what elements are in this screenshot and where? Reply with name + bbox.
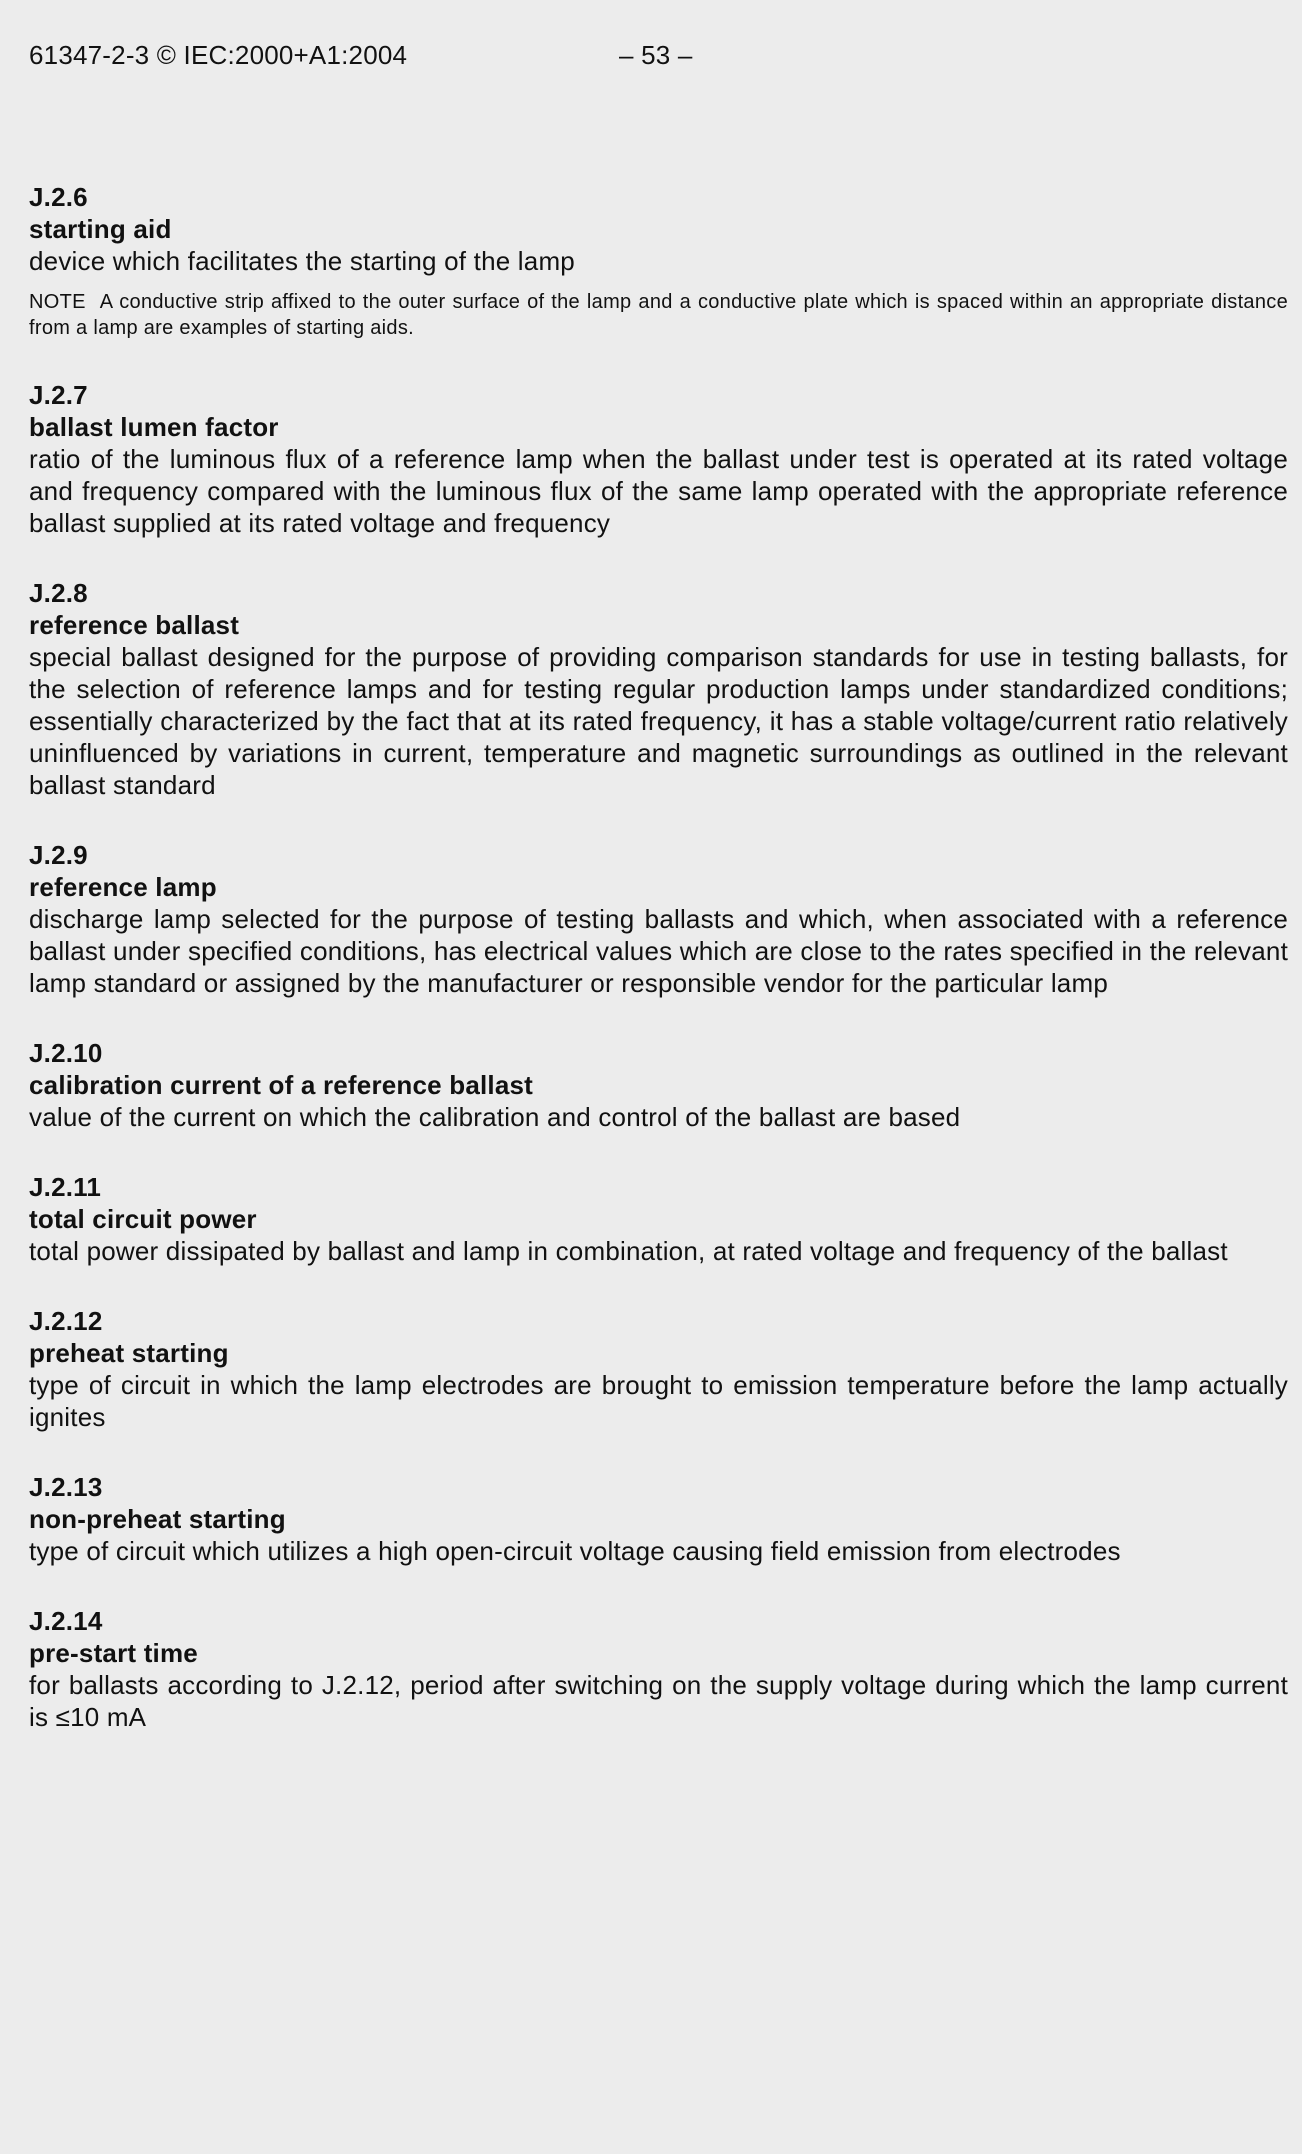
- clause-number: J.2.6: [29, 182, 88, 212]
- term-title: reference ballast: [29, 610, 240, 640]
- definition-entry-j-2-6: [29, 181, 1288, 341]
- definitions-list: [29, 181, 1288, 1733]
- clause-number: J.2.12: [29, 1306, 103, 1336]
- clause-number: J.2.11: [29, 1172, 102, 1202]
- definition-entry-j-2-12: [29, 1305, 1288, 1433]
- clause-number: J.2.7: [29, 380, 88, 410]
- clause-number: J.2.14: [29, 1606, 103, 1636]
- definition-entry-j-2-14: [29, 1605, 1288, 1733]
- term-title: starting aid: [29, 214, 172, 244]
- term-title: reference lamp: [29, 872, 217, 902]
- clause-number: J.2.13: [29, 1472, 103, 1502]
- clause-number: J.2.10: [29, 1038, 103, 1068]
- definition-entry-j-2-13: [29, 1471, 1288, 1567]
- term-title: non-preheat starting: [29, 1504, 286, 1534]
- term-definition: device which facilitates the starting of the lamp: [29, 246, 575, 276]
- term-definition: value of the current on which the calibration and control of the ballast are based: [29, 1102, 961, 1132]
- note-label: NOTE: [29, 291, 86, 313]
- definition-entry-j-2-10: [29, 1037, 1288, 1133]
- term-note: [29, 289, 1288, 341]
- term-definition: type of circuit in which the lamp electrodes are brought to emission temperature before the lamp actually ignites: [29, 1370, 1288, 1432]
- term-definition: for ballasts according to J.2.12, period after switching on the supply voltage during which the lamp current is ≤10 mA: [29, 1670, 1288, 1732]
- note-text: A conductive strip affixed to the outer surface of the lamp and a conductive plate which is spaced within an appropriate distance from a lamp are examples of starting aids.: [29, 291, 1288, 339]
- page-number: – 53 –: [619, 40, 693, 70]
- clause-number: J.2.9: [29, 840, 88, 870]
- definition-entry-j-2-8: [29, 577, 1288, 801]
- definition-entry-j-2-9: [29, 839, 1288, 999]
- term-definition: discharge lamp selected for the purpose of testing ballasts and which, when associated with a reference ballast under specified conditions, has electrical values which are close to the rates specified in the relevant lamp standard or assigned by the manufacturer or responsible vendor for the particular lamp: [29, 904, 1288, 998]
- term-title: total circuit power: [29, 1204, 257, 1234]
- term-definition: special ballast designed for the purpose of providing comparison standards for use in testing ballasts, for the selection of reference lamps and for testing regular production lamps under standardized conditions; essentially characterized by the fact that at its rated frequency, it has a stable voltage/current ratio relatively uninfluenced by variations in current, temperature and magnetic surroundings as outlined in the relevant ballast standard: [29, 642, 1288, 800]
- definition-entry-j-2-11: [29, 1171, 1288, 1267]
- term-definition: type of circuit which utilizes a high open-circuit voltage causing field emission from electrodes: [29, 1536, 1121, 1566]
- term-title: pre-start time: [29, 1638, 198, 1668]
- document-id: 61347-2-3 © IEC:2000+A1:2004: [29, 40, 408, 70]
- term-title: ballast lumen factor: [29, 412, 279, 442]
- term-definition: total power dissipated by ballast and lamp in combination, at rated voltage and frequency of the ballast: [29, 1236, 1228, 1266]
- clause-number: J.2.8: [29, 578, 88, 608]
- term-title: calibration current of a reference ballast: [29, 1070, 534, 1100]
- page-header: [29, 40, 1288, 80]
- term-title: preheat starting: [29, 1338, 229, 1368]
- term-definition: ratio of the luminous flux of a reference lamp when the ballast under test is operated at its rated voltage and frequency compared with the luminous flux of the same lamp operated with the appropriate reference ballast supplied at its rated voltage and frequency: [29, 444, 1288, 538]
- definition-entry-j-2-7: [29, 379, 1288, 539]
